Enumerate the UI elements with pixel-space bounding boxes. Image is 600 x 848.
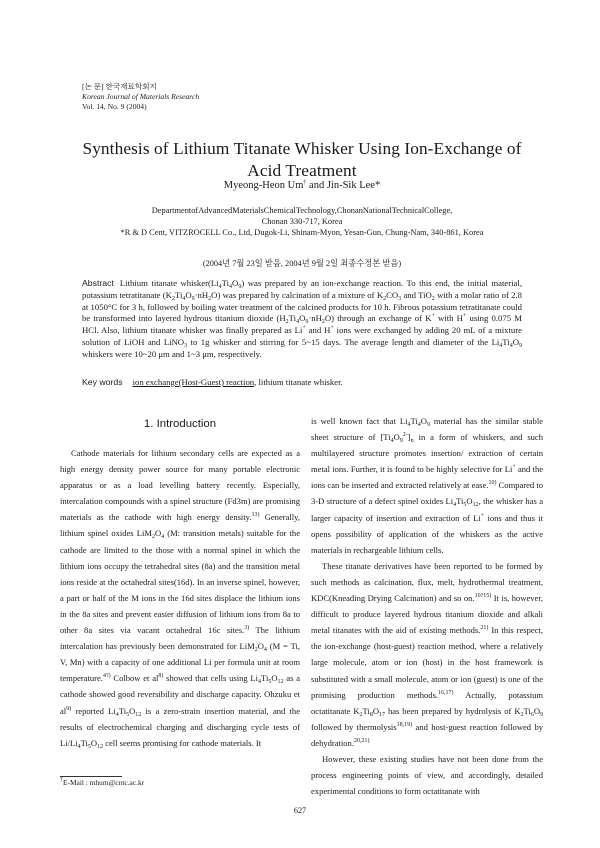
corresponding-mark: † [303,180,307,186]
abstract-text: Lithium titanate whisker(Li [119,278,219,288]
affiliation [60,205,544,227]
affiliation-line-2: Chonan 330-717, Korea [261,217,343,226]
abstract-text: ) was prepared by an ion-exchange reaction. To this end, the initial material, potassium tetratitanate (K [82,278,522,300]
authors [60,180,544,191]
abstract-text: Ti [174,289,183,300]
journal-korean-name: [논 문] 한국재료학회지 [82,82,157,91]
paragraph: These titanate derivatives have been reported to be formed by such methods as calcination, flux, melt, hydrothermal treatment, KDC(Kneading Drying Calcination) and so on.$^{10?15)}$ It is, however, difficult to produce layered hydrous titanium dioxide and alkali metal titanates with the aid of existing methods.$^{21)}$ In this respect, the ion-exchange (host-guest) reaction method, where a relatively large molecule, atom or ion (host) in the host framework is substituted with a small molecule, atom or ion (guest) is one of the promising production methods.$^{16,17)}$ Actually, potassium octatitanate $K_2Ti_8O_{17}$ has been prepared by hydrolysis of $K_2Ti_6O_9$ followed by thermolysis$^{18,19)}$ and host-guest reaction followed by dehydration.$^{20,21)}$ [311,560,544,748]
abstract-text: to 1g whisker and stirring for 5~15 days. The average length and diameter of the Li [187,336,500,347]
affiliation-line-3: *R & D Cent, VITZROCELL Co., Ltd, Dugok-Li, Shinam-Myon, Yesan-Gun, Chung-Nam, 340-861, Korea [120,228,484,237]
keyword-2: , lithium titanate whisker. [254,377,343,387]
keyword-1: ion exchange(Host-Guest) reaction [132,377,255,387]
keywords-heading: Key words [82,377,123,387]
received-dates: (2004년 7월 23일 받음, 2004년 9월 2일 최종수정본 받음) [202,259,402,268]
abstract-text: O) through an exchange of K [324,313,432,324]
abstract-text: CO [386,289,399,300]
abstract-text: ·nH [308,313,322,324]
abstract-heading: Abstract [82,278,114,288]
keywords [82,377,522,387]
authors-and: and [306,180,327,191]
footnote: †E-Mail : mhum@cntc.ac.kr [60,777,145,787]
abstract-text: ions were exchanged by adding 20 mL of a mixture solution of LiOH and LiNO [82,325,522,347]
journal-header [82,82,199,112]
author-1: Myeong-Heon Um [223,180,304,191]
abstract-text: O [185,289,192,300]
author-2: Jin-Sik Lee* [326,180,381,191]
paragraph: Cathode materials for lithium secondary cells are expected as a high energy density power source for many portable electronic apparatus or as a load levelling battery recently. Especially, intercalation compounds with a spinel structure (Fd3m) are promising materials as the cathode with high energy density.$^{13)}$ Generally, lithium spinel oxides $LiM_2O_4$ (M: transition metals) suitable for the cathode are limited to the those with a normal spinel in which the lithium ions occupy the tetrahedral sites (8a) and the transition metal ions reside at the octahedral sites(16d). In an inverse spinel, however, a part or half of the M ions in the 16d sites displace the lithium ions in the 8a sites and prevent easier diffusion of lithium ions from 8a to other 8a sites via vacant octahedral 16c sites.$^{3)}$ The lithium intercalation has previously been demonstrated for $LiM_2O_4$ (M = Ti, V, Mn) with a capacity of one additional Li per formula unit at room temperature.$^{4?)}$ Colbow et $al^{8)}$ showed that cells using $Li_4Ti_5O_{12}$ as a cathode showed good reversibility and discharge capacity. Ohzuku et $al^{9)}$ reported $Li_4Ti_5O_{12}$ is a zero-strain insertion material, and the results of electrochemical charging and discharging cycle tests of $Li/Li_4Ti_5O_{12}$ cell seems promising for cathode materials. It [60,448,301,750]
page-number: 627 [293,806,307,815]
abstract-text: O [512,336,519,347]
abstract-text: Ti [221,278,230,288]
abstract-text: and H [305,325,331,336]
abstract-text: O) was prepared by calcination of a mixture of K [211,289,384,300]
abstract-text: ·nH [194,289,209,300]
affiliation-line-1: DepartmentofAdvancedMaterialsChemicalTechnology,ChonanNationalTechnicalCollege, [151,206,453,215]
footnote-rule [60,776,122,777]
journal-english-name: Korean Journal of Materials Research [82,92,200,101]
abstract-text: O [232,278,239,288]
abstract-text: Ti [502,336,510,347]
title-line-1: Synthesis of Lithium Titanate Whisker Using Ion-Exchange of [82,139,522,158]
abstract: Abstract Lithium titanate $whisker(Li_4Ti_4O_9)$ was prepared by an ion-exchange reaction. To this end, the initial material, potassium tetratitanate $(K_2Ti_4O_9\cdot nH_2O)$ was prepared by calcination of a mixture of $K_2CO_3$ and TiO$_2$ with a molar ratio of 2.8 at 1050°C for 3 h, followed by boiling water treatment of the calcined products for 10 h. Fibrous potassium tetratitanate could be transformed into layered hydrous titanium dioxide $(H_2Ti_4O_9\cdot nH_2O)$ through an exchange of K+ with H+ using 0.075 M HCl. Also, lithium titanate whisker was finally prepared as Li+ and H+ ions were exchanged by adding 20 mL of a mixture solution of LiOH and LiNO$_3$ to 1g whisker and stirring for 5~15 days. The average length and diameter of the $Li_4Ti_4O_9$ whiskers were 10~20 μm and 1~3 μm, respectively. [82,278,523,359]
abstract-text: with a molar ratio of 2.8 at 1050°C for 3 h, followed by boiling water treatment of the calcined products for 10 h. Fibrous potassium tetratitanate could be transformed into layered hydrous titanium dioxide (H [82,289,523,324]
abstract-text: with H [434,313,463,324]
right-column [311,413,543,799]
paper-title [60,138,544,182]
left-column [60,445,300,751]
section-heading-introduction: 1. Introduction [143,418,217,430]
journal-volume: Vol. 14, No. 9 (2004) [82,102,147,111]
paragraph: is well known fact that $Li_4Ti_4O_9$ material has the similar stable sheet structure of $[Ti_4O_9^{2-}]_n$ in a form of whiskers, and such multilayered structure promotes insertion/ extraction of certain metal ions. Further, it is found to be highly selective for Li+ and the ions can be inserted and extracted relatively at ease.$^{10)}$ Compared to 3-D structure of a defect spinel oxides $Li_4Ti_5O_{12}$, the whisker has a larger capacity of insertion and extraction of Li+ ions and thus it opens possibility of application of the whiskers as the active materials in rechargeable lithium cells. [311,416,544,555]
abstract-text: O [299,313,306,324]
title-line-2: Acid Treatment [247,161,357,180]
abstract-text: whiskers were 10~20 μm and 1~3 μm, respectively. [82,348,262,359]
abstract-text: Ti [288,313,297,324]
paragraph: However, these existing studies have not been done from the process engineering points of view, and accordingly, detailed experimental conditions to form octatitanate with [311,753,543,797]
abstract-text: using 0.075 M HCl. Also, lithium titanate whisker was finally prepared as Li [82,313,522,336]
abstract-text: and TiO [401,289,432,300]
